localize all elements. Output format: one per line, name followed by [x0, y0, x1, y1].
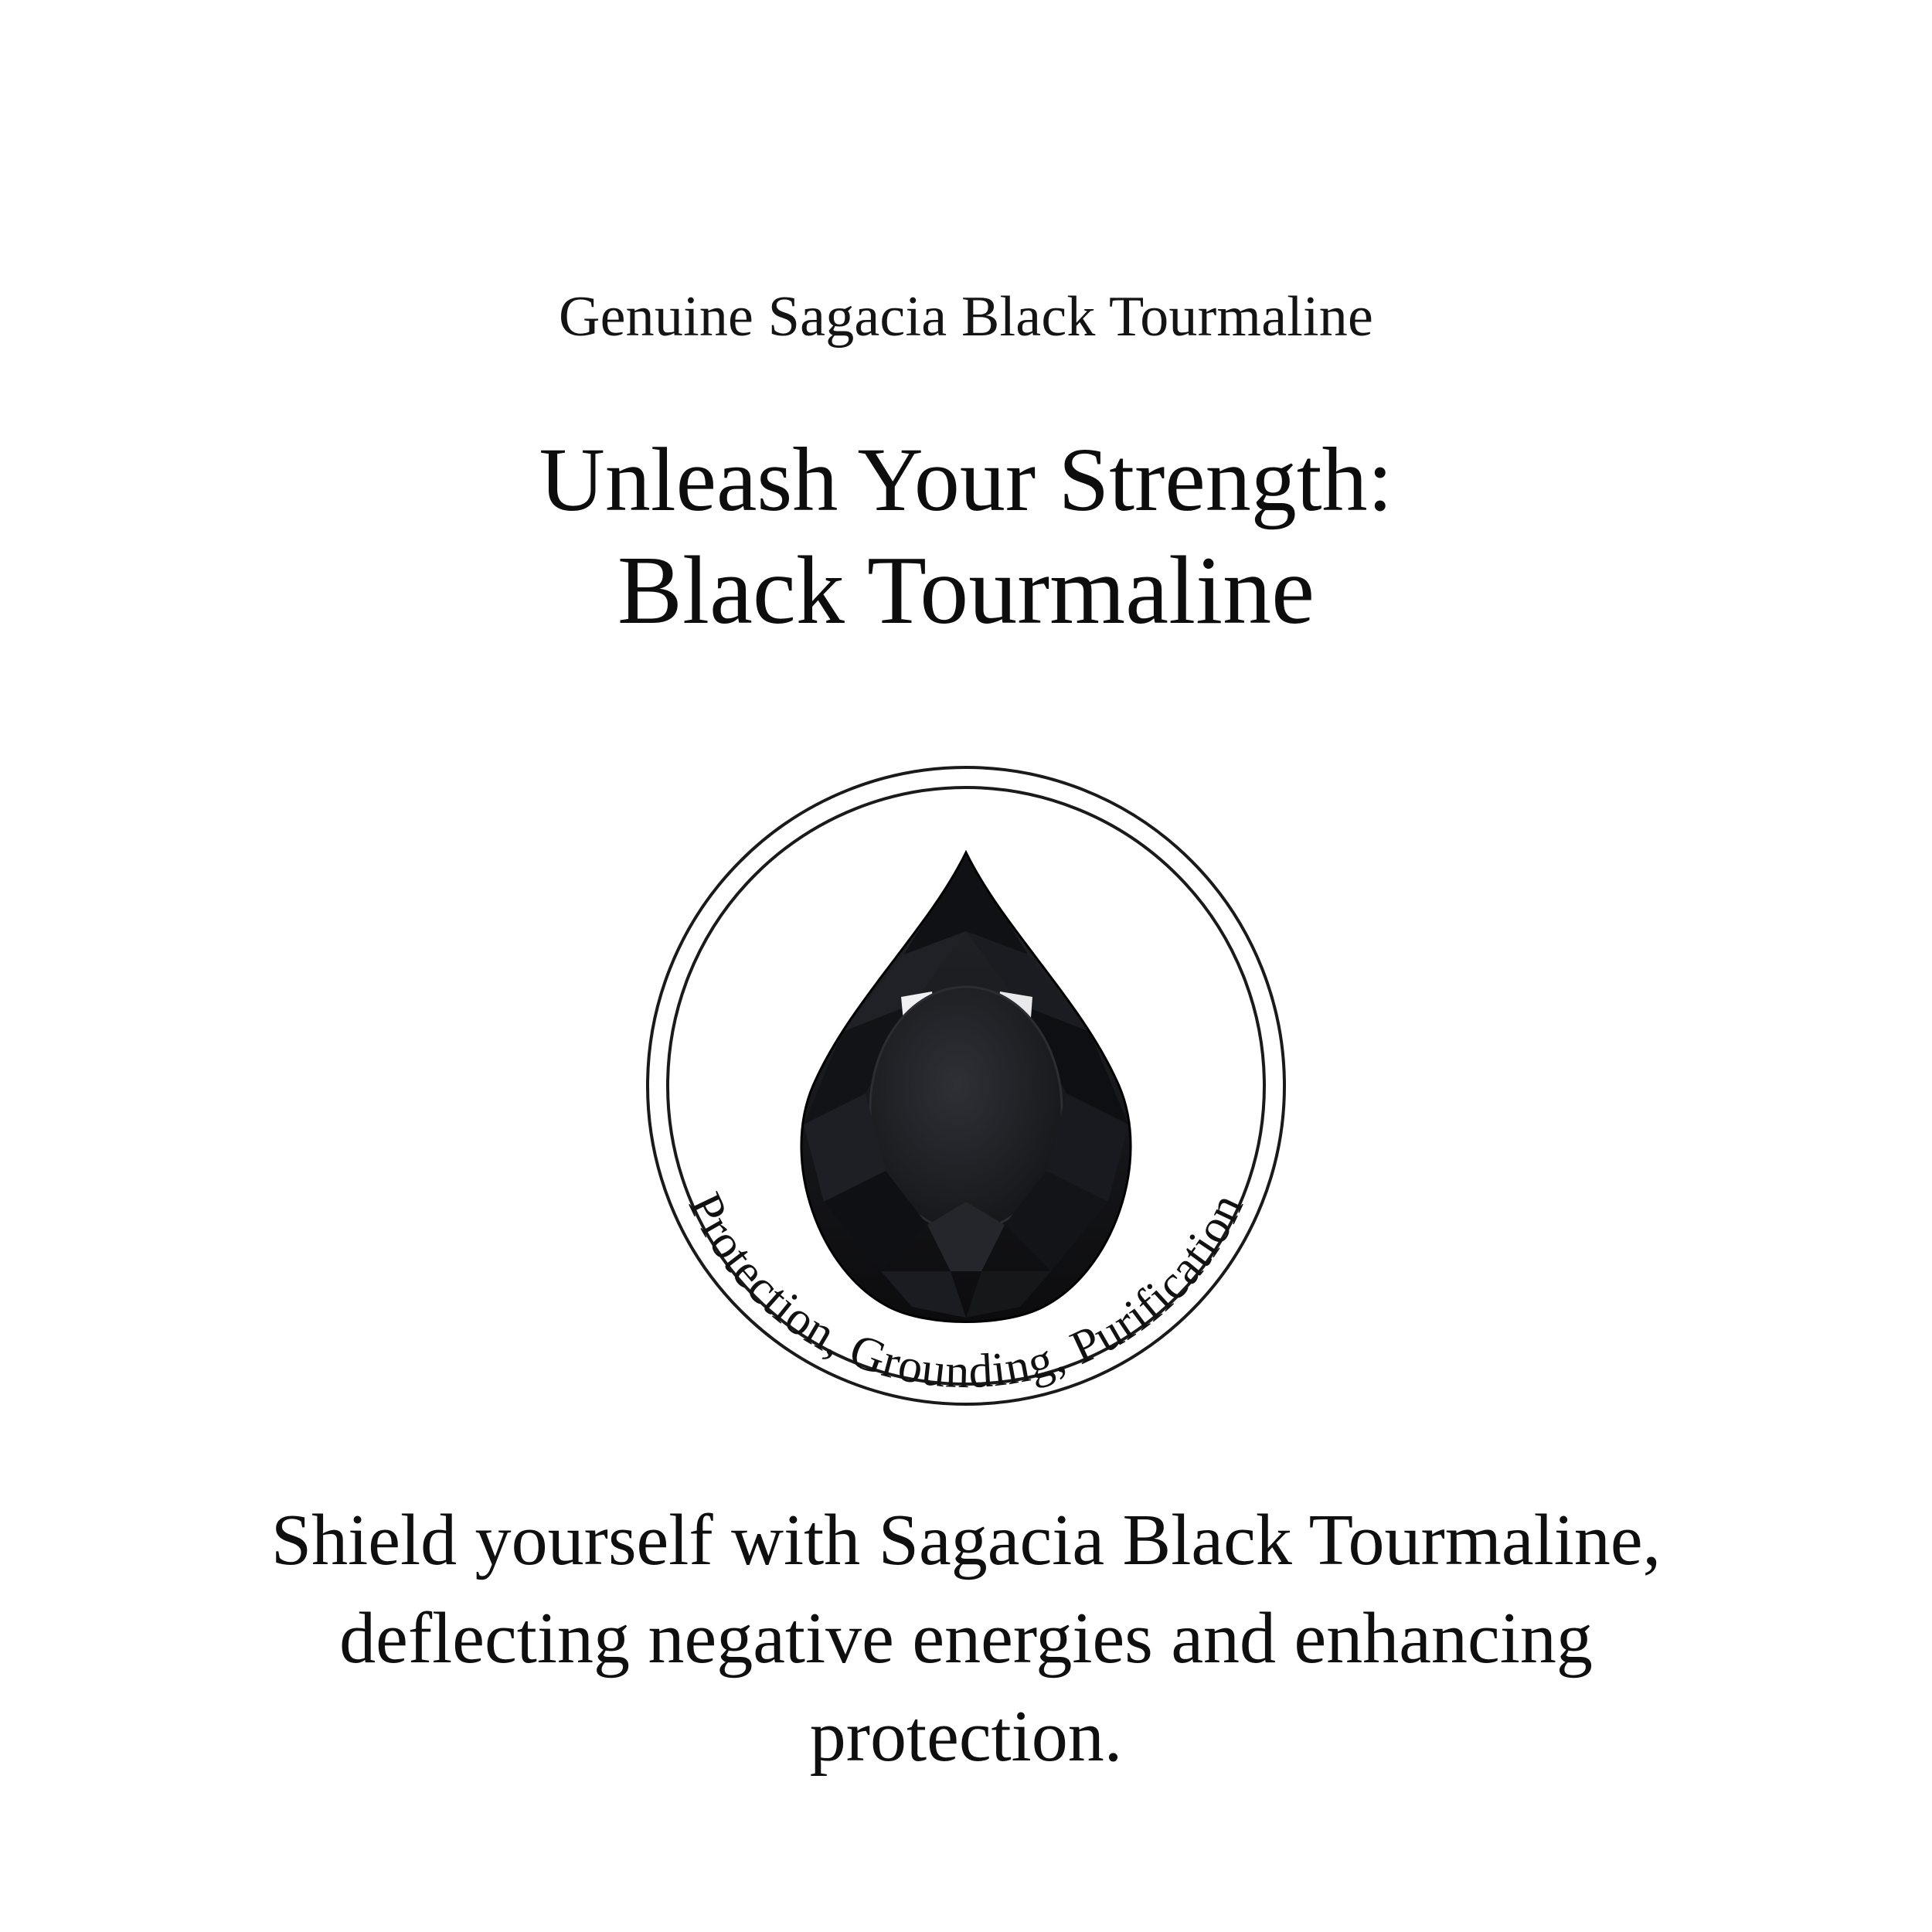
page-title — [539, 426, 1393, 648]
gem-emblem — [595, 715, 1337, 1457]
brand-eyebrow: Genuine Sagacia Black Tourmaline — [559, 285, 1373, 349]
gemstone-illustration — [750, 838, 1182, 1333]
headline-line-2: Black Tourmaline — [617, 536, 1315, 645]
emblem-caption-path: Protection, Grounding, Purification — [678, 1185, 1254, 1399]
product-tagline: Shield yourself with Sagacia Black Tourmaline, deflecting negative energies and enhancing protection. — [270, 1500, 1662, 1777]
headline-line-1: Unleash Your Strength: — [539, 429, 1393, 531]
